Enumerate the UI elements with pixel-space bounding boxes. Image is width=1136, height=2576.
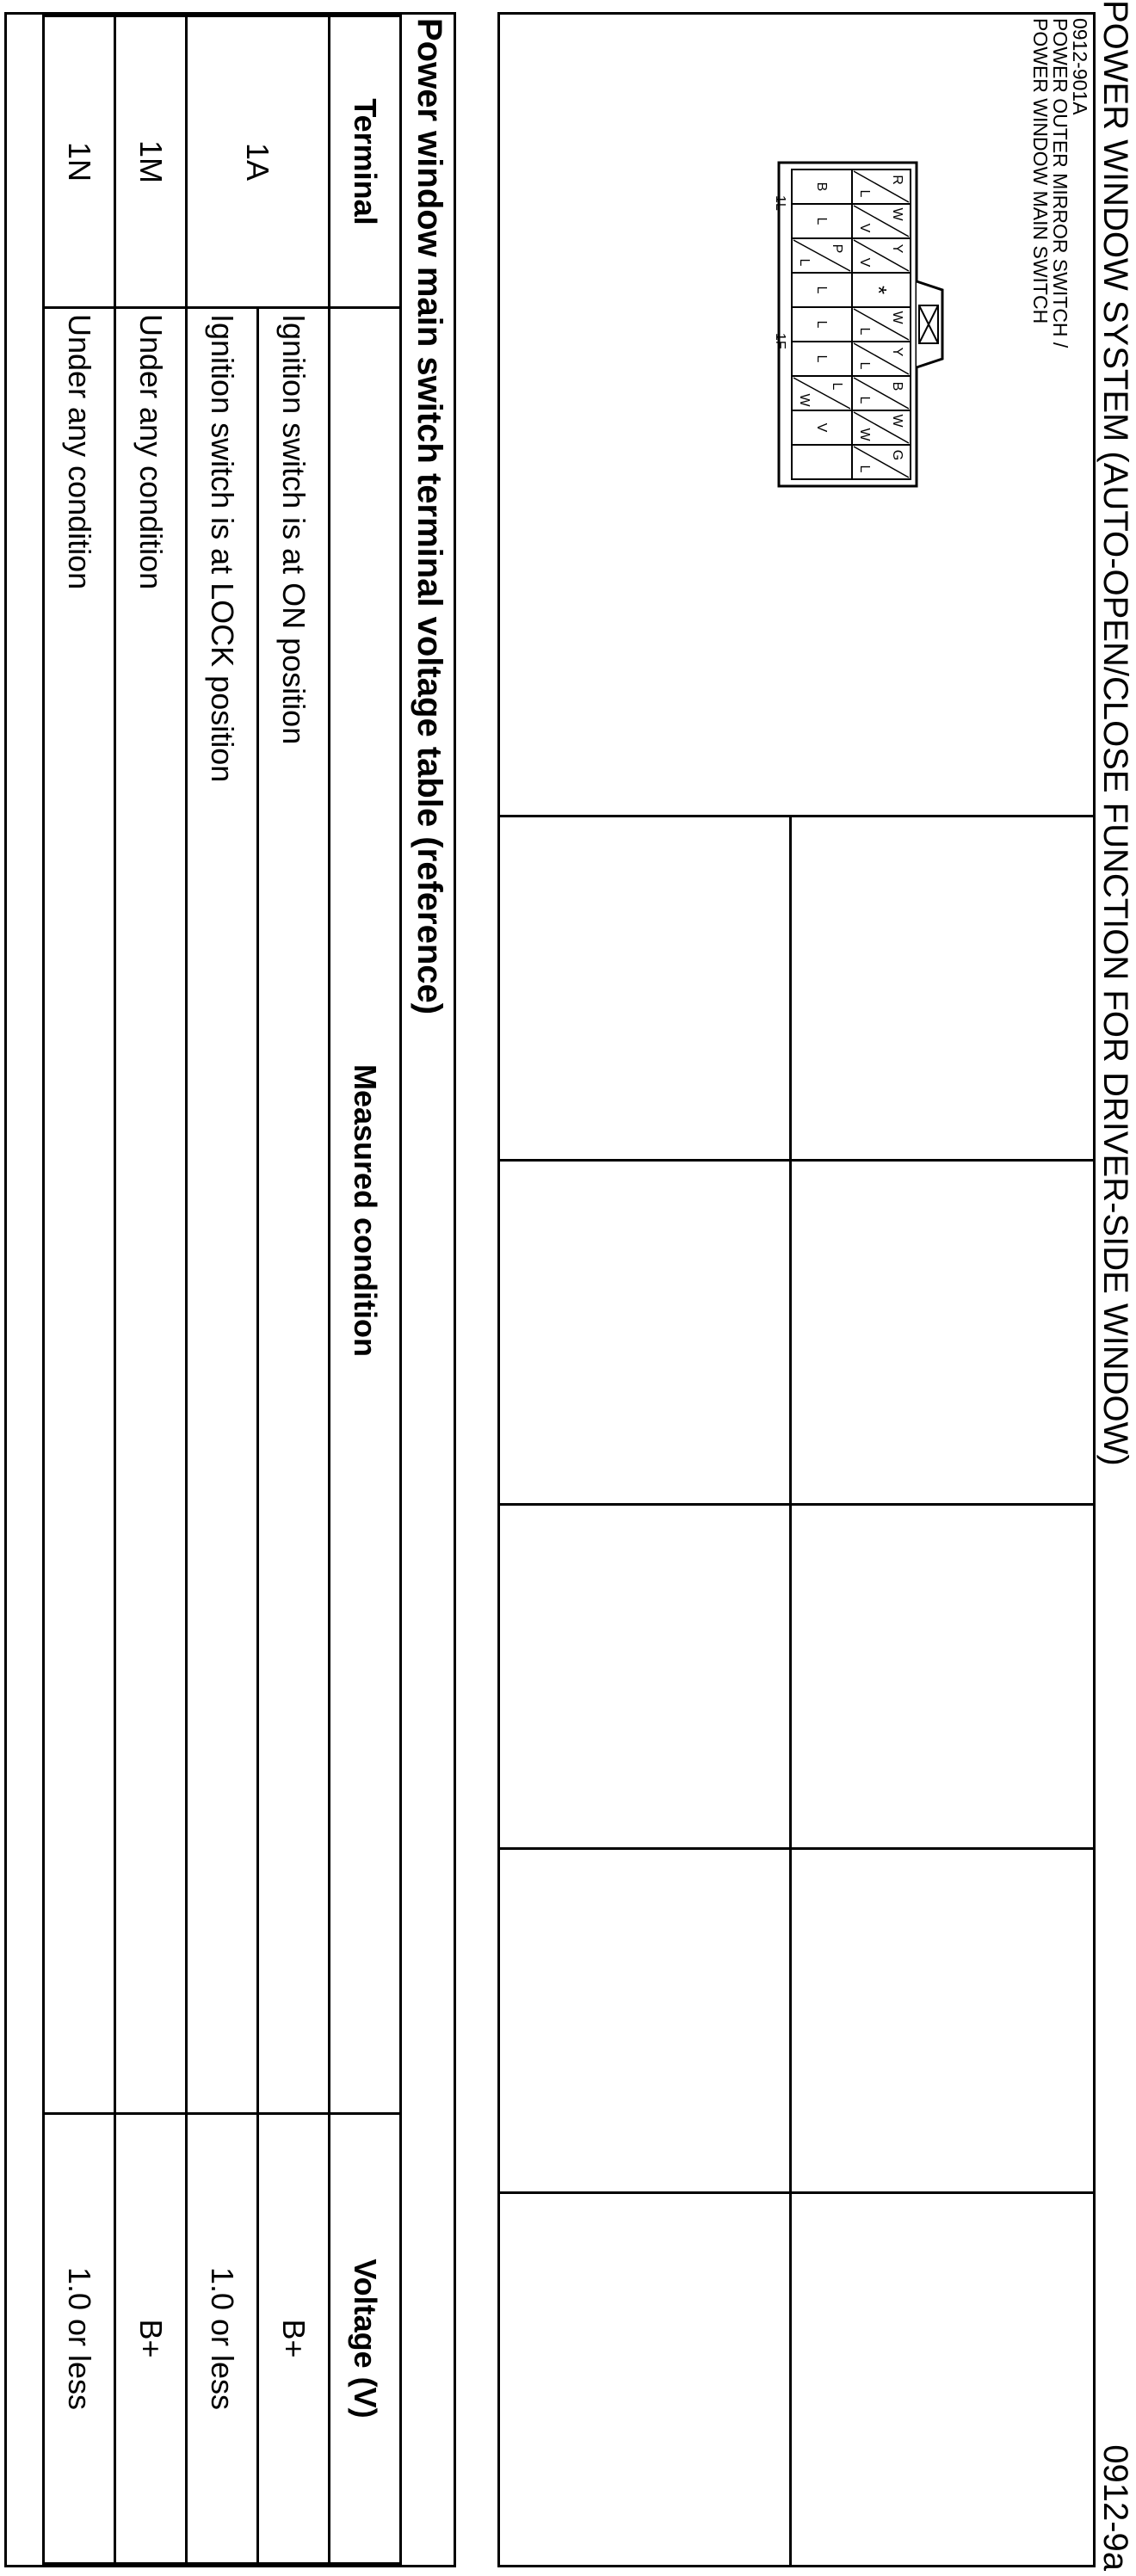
svg-text:V: V xyxy=(857,257,872,268)
cell-condition: Under any condition xyxy=(44,308,115,2114)
svg-text:W: W xyxy=(890,207,904,221)
svg-text:B: B xyxy=(814,182,829,192)
connector-name-line1: POWER OUTER MIRROR SWITCH / xyxy=(1049,18,1071,348)
grid-line-h1 xyxy=(789,815,792,2565)
grid-line-v5 xyxy=(500,2191,1093,2194)
page-title: POWER WINDOW SYSTEM (AUTO-OPEN/CLOSE FUNCTION FOR DRIVER-SIDE WINDOW) xyxy=(1096,0,1134,1466)
svg-text:L: L xyxy=(797,258,812,267)
svg-text:V: V xyxy=(814,422,829,433)
svg-text:W: W xyxy=(890,311,904,324)
svg-text:L: L xyxy=(814,320,829,329)
cell-condition: Ignition switch is at LOCK position xyxy=(187,308,258,2114)
svg-text:L: L xyxy=(857,361,872,370)
cell-voltage: 1.0 or less xyxy=(187,2114,258,2564)
pin-label-1F: 1F xyxy=(773,333,787,349)
cell-voltage: 1.0 or less xyxy=(44,2114,115,2564)
grid-line-v2 xyxy=(500,1159,1093,1162)
voltage-table-box xyxy=(4,12,456,2567)
svg-text:W: W xyxy=(797,393,812,407)
voltage-table xyxy=(42,15,402,2565)
table-title: Power window main switch terminal voltage table (reference) xyxy=(411,18,448,1015)
svg-text:V: V xyxy=(857,223,872,233)
svg-text:L: L xyxy=(857,189,872,198)
cell-condition: Under any condition xyxy=(115,308,187,2114)
svg-text:G: G xyxy=(890,449,904,461)
svg-text:L: L xyxy=(814,217,829,225)
svg-text:B: B xyxy=(890,381,904,391)
svg-text:L: L xyxy=(814,286,829,294)
connector-name-line2: POWER WINDOW MAIN SWITCH xyxy=(1029,18,1052,324)
table-row xyxy=(115,16,187,2564)
svg-text:W: W xyxy=(857,428,872,441)
svg-text:L: L xyxy=(857,327,872,336)
cell-voltage: B+ xyxy=(115,2114,187,2564)
table-header-row xyxy=(330,16,401,2564)
cell-terminal: 1A xyxy=(187,16,330,308)
cell-condition: Ignition switch is at ON position xyxy=(258,308,330,2114)
svg-text:Y: Y xyxy=(890,347,904,357)
svg-text:P: P xyxy=(830,243,844,254)
svg-text:L: L xyxy=(857,465,872,473)
cell-voltage: B+ xyxy=(258,2114,330,2564)
connector-face-diagram xyxy=(775,161,947,488)
grid-line-v3 xyxy=(500,1503,1093,1506)
connector-diagram-box xyxy=(497,12,1096,2567)
header-terminal: Terminal xyxy=(330,16,401,308)
pin-wire-1: R xyxy=(890,175,904,185)
svg-text:L: L xyxy=(830,382,844,391)
grid-line-v1 xyxy=(500,815,1093,817)
connector-label xyxy=(1030,18,1090,348)
svg-text:L: L xyxy=(814,354,829,363)
pin-label-1L: 1L xyxy=(773,195,787,211)
header-condition: Measured condition xyxy=(330,308,401,2114)
svg-text:W: W xyxy=(890,414,904,428)
cell-terminal: 1M xyxy=(115,16,187,308)
header-voltage: Voltage (V) xyxy=(330,2114,401,2564)
table-row xyxy=(44,16,115,2564)
table-row xyxy=(258,16,330,2564)
unused-pin-asterisk: * xyxy=(866,285,892,295)
page-code: 0912-9a xyxy=(1096,2444,1134,2571)
connector-id: 0912-901A xyxy=(1069,18,1091,115)
svg-text:Y: Y xyxy=(890,243,904,254)
grid-line-v4 xyxy=(500,1847,1093,1850)
table-row xyxy=(187,16,258,2564)
svg-text:L: L xyxy=(857,396,872,404)
cell-terminal: 1N xyxy=(44,16,115,308)
